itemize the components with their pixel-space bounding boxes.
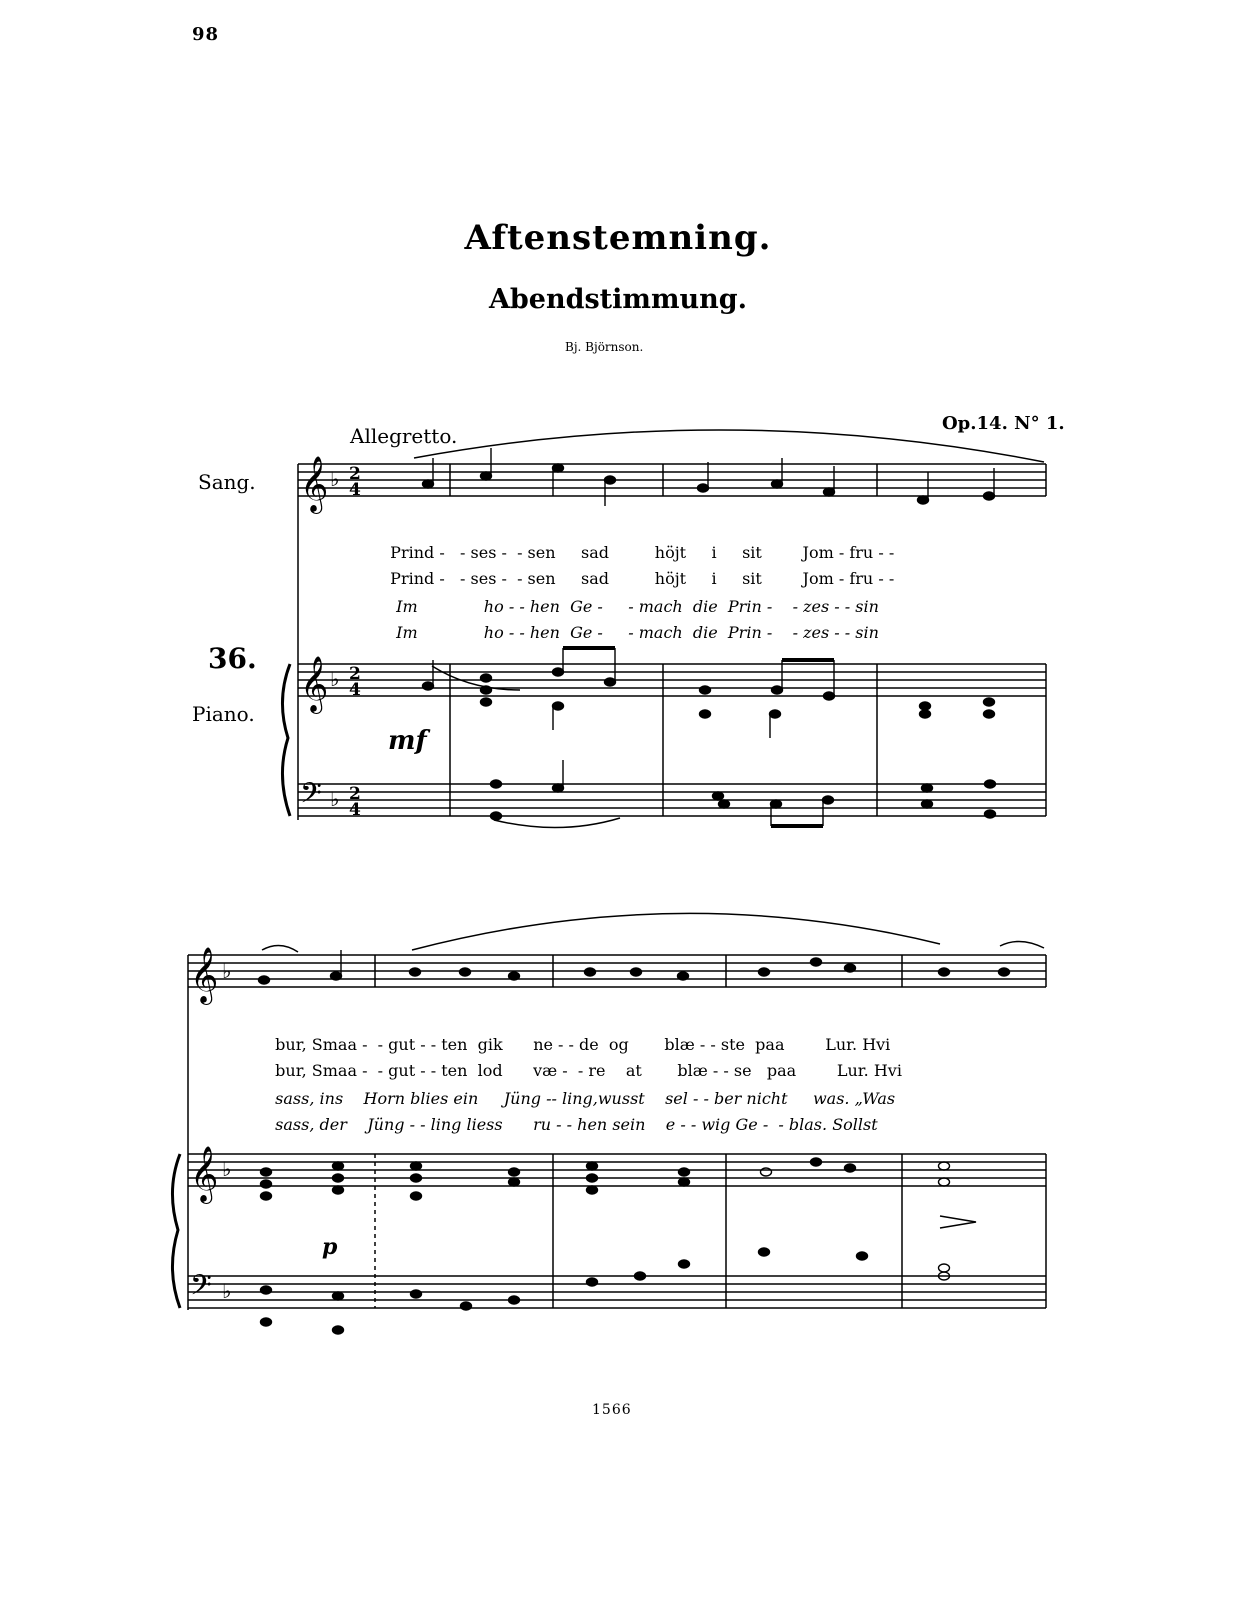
flat-key-signature: ♭	[330, 467, 340, 491]
piano-bass-staff-1	[298, 664, 1046, 816]
time-signature: 4	[349, 480, 361, 500]
tie	[432, 666, 520, 690]
lyric-line: sass, ins Horn blies ein Jüng -- ling,wusst sel - - ber nicht was. „Was	[275, 1089, 896, 1108]
flat-key-signature: ♭	[222, 1279, 232, 1303]
voice-staff-1	[298, 464, 1046, 820]
time-signature: 2	[349, 464, 361, 484]
lyric-line: Prind - - ses - - sen sad höjt i sit Jom - fru - -	[390, 543, 895, 562]
treble-clef-icon: 𝄞	[190, 947, 219, 1003]
piano-treble-staff-2	[188, 1154, 1046, 1186]
time-signature: 2	[349, 784, 361, 804]
dynamic-mf: mf	[388, 726, 427, 756]
piano-brace	[172, 1154, 180, 1308]
song-title: Aftenstemning.	[464, 218, 772, 258]
piano-label: Piano.	[192, 702, 255, 726]
opus-number: Op.14. N° 1.	[942, 413, 1065, 434]
piano-brace	[282, 664, 290, 816]
page-number: 98	[192, 24, 220, 45]
song-subtitle: Abendstimmung.	[488, 284, 748, 315]
treble-clef-icon: 𝄞	[190, 1146, 219, 1202]
flat-key-signature: ♭	[330, 667, 340, 691]
flat-key-signature: ♭	[222, 959, 232, 983]
lyric-line: Prind - - ses - - sen sad höjt i sit Jom - fru - -	[390, 569, 895, 588]
phrase-slur	[262, 945, 298, 952]
flat-key-signature: ♭	[330, 787, 340, 811]
time-signature: 2	[349, 664, 361, 684]
piano-treble-staff-1	[298, 664, 1046, 696]
bass-clef-icon: 𝄢	[190, 1269, 212, 1309]
lyric-line: bur, Smaa - - gut - - ten gik ne - - de og blæ - - ste paa Lur. Hvi	[275, 1035, 891, 1054]
lyric-line: sass, der Jüng - - ling liess ru - - hen sein e - - wig Ge - - blas. Sollst	[275, 1115, 878, 1134]
poet-credit: Bj. Björnson.	[565, 340, 644, 354]
phrase-slur	[412, 913, 940, 950]
time-signature: 4	[349, 800, 361, 820]
plate-number: 1566	[592, 1402, 632, 1418]
voice-staff-2	[188, 955, 1046, 1310]
tie	[494, 818, 620, 828]
dynamic-p: p	[322, 1234, 338, 1260]
lyric-line: Im ho - - hen Ge - - mach die Prin - - zes - - sin	[396, 623, 879, 642]
piano-bass-staff-2	[188, 1154, 1046, 1308]
lyric-line: bur, Smaa - - gut - - ten lod væ - - re at blæ - - se paa Lur. Hvi	[275, 1061, 902, 1080]
bass-clef-icon: 𝄢	[300, 777, 322, 817]
treble-clef-icon: 𝄞	[300, 456, 329, 512]
phrase-slur	[1000, 941, 1044, 948]
lyric-line: Im ho - - hen Ge - - mach die Prin - - zes - - sin	[396, 597, 879, 616]
time-signature: 4	[349, 680, 361, 700]
song-number: 36.	[208, 642, 257, 675]
decrescendo-hairpin	[940, 1216, 976, 1228]
treble-clef-icon: 𝄞	[300, 656, 329, 712]
phrase-slur	[414, 430, 1044, 462]
voice-label: Sang.	[198, 470, 256, 494]
tempo-marking: Allegretto.	[350, 424, 458, 448]
flat-key-signature: ♭	[222, 1157, 232, 1181]
